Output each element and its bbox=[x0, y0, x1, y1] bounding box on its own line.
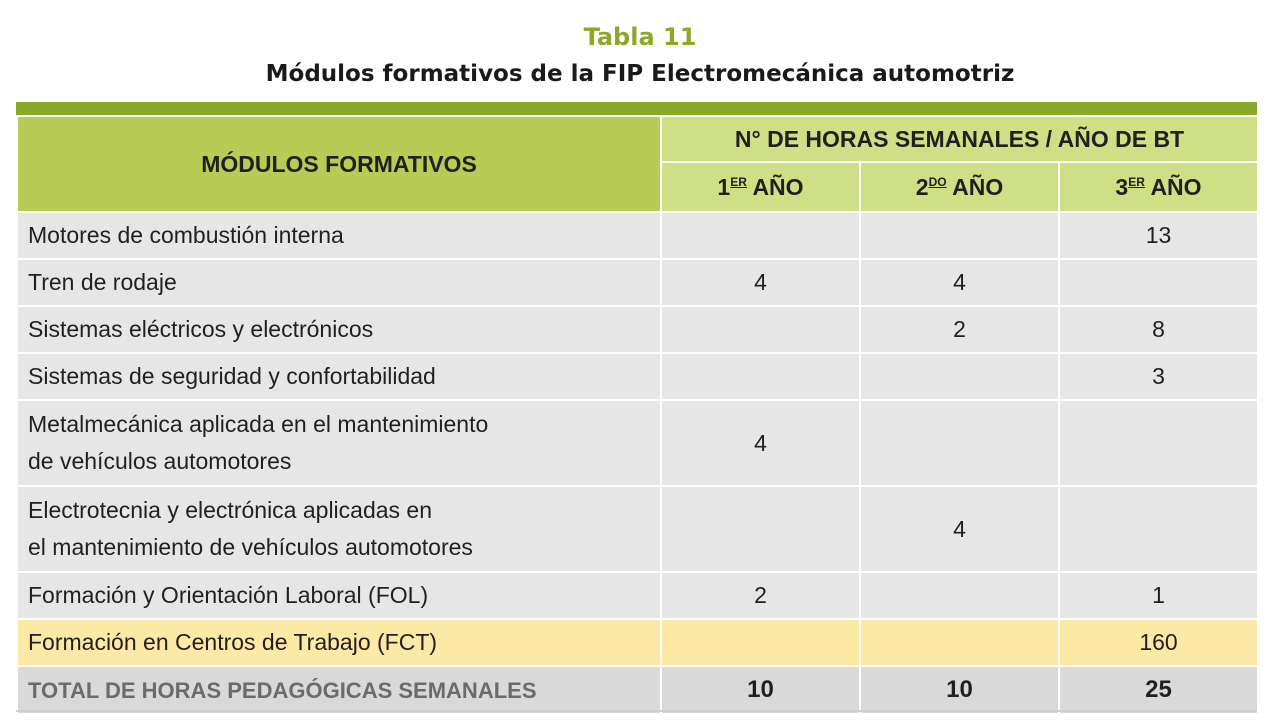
hours-year-3 bbox=[1059, 400, 1258, 486]
hours-year-3: 8 bbox=[1059, 306, 1258, 353]
header-modulos: MÓDULOS FORMATIVOS bbox=[17, 116, 661, 212]
module-name: Tren de rodaje bbox=[17, 259, 661, 306]
hours-year-3: 13 bbox=[1059, 212, 1258, 259]
header-year-3: 3ER AÑO bbox=[1059, 162, 1258, 212]
total-year-1: 10 bbox=[661, 666, 860, 714]
hours-year-1 bbox=[661, 353, 860, 400]
hours-year-3: 1 bbox=[1059, 572, 1258, 619]
module-name: Formación y Orientación Laboral (FOL) bbox=[17, 572, 661, 619]
table-row bbox=[17, 306, 1258, 353]
hours-year-1: 4 bbox=[661, 259, 860, 306]
table-row bbox=[17, 400, 1258, 486]
header-year-1: 1ER AÑO bbox=[661, 162, 860, 212]
hours-year-1 bbox=[661, 619, 860, 666]
header-year-2: $2^{DO}$ AÑO bbox=[860, 162, 1059, 212]
hours-year-3 bbox=[1059, 486, 1258, 572]
module-name: Motores de combustión interna bbox=[17, 212, 661, 259]
table-row bbox=[17, 486, 1258, 572]
hours-year-1: 4 bbox=[661, 400, 860, 486]
hours-year-1 bbox=[661, 306, 860, 353]
module-name: Electrotecnia y electrónica aplicadas en el mantenimiento de vehículos automotores bbox=[17, 486, 661, 572]
table-row bbox=[17, 572, 1258, 619]
total-year-3: 25 bbox=[1059, 666, 1258, 714]
hours-year-1: 2 bbox=[661, 572, 860, 619]
table-row bbox=[17, 259, 1258, 306]
modules-table bbox=[16, 115, 1259, 715]
module-name: Formación en Centros de Trabajo (FCT) bbox=[17, 619, 661, 666]
hours-year-3 bbox=[1059, 259, 1258, 306]
table-row bbox=[17, 212, 1258, 259]
table-title: Módulos formativos de la FIP Electromecánica automotriz bbox=[265, 61, 1015, 87]
header-horas: N° DE HORAS SEMANALES / AÑO DE BT bbox=[661, 116, 1258, 162]
hours-year-2 bbox=[860, 212, 1059, 259]
total-label: TOTAL DE HORAS PEDAGÓGICAS SEMANALES bbox=[17, 666, 661, 714]
table-row bbox=[17, 353, 1258, 400]
hours-year-2: 4 bbox=[860, 259, 1059, 306]
hours-year-2 bbox=[860, 619, 1059, 666]
hours-year-3: 160 bbox=[1059, 619, 1258, 666]
total-year-2: 10 bbox=[860, 666, 1059, 714]
hours-year-2 bbox=[860, 400, 1059, 486]
table-top-bar bbox=[16, 102, 1257, 115]
module-name: Sistemas de seguridad y confortabilidad bbox=[17, 353, 661, 400]
module-name: Sistemas eléctricos y electrónicos bbox=[17, 306, 661, 353]
hours-year-1 bbox=[661, 486, 860, 572]
table-number: Tabla 11 bbox=[583, 23, 697, 51]
hours-year-3: 3 bbox=[1059, 353, 1258, 400]
hours-year-2 bbox=[860, 572, 1059, 619]
table-bottom-line bbox=[16, 710, 1257, 712]
hours-year-2: 4 bbox=[860, 486, 1059, 572]
hours-year-1 bbox=[661, 212, 860, 259]
table-row-total bbox=[17, 666, 1258, 714]
hours-year-2 bbox=[860, 353, 1059, 400]
table-row-fct bbox=[17, 619, 1258, 666]
hours-year-2: 2 bbox=[860, 306, 1059, 353]
module-name: Metalmecánica aplicada en el mantenimiento de vehículos automotores bbox=[17, 400, 661, 486]
table-caption bbox=[0, 0, 1280, 91]
